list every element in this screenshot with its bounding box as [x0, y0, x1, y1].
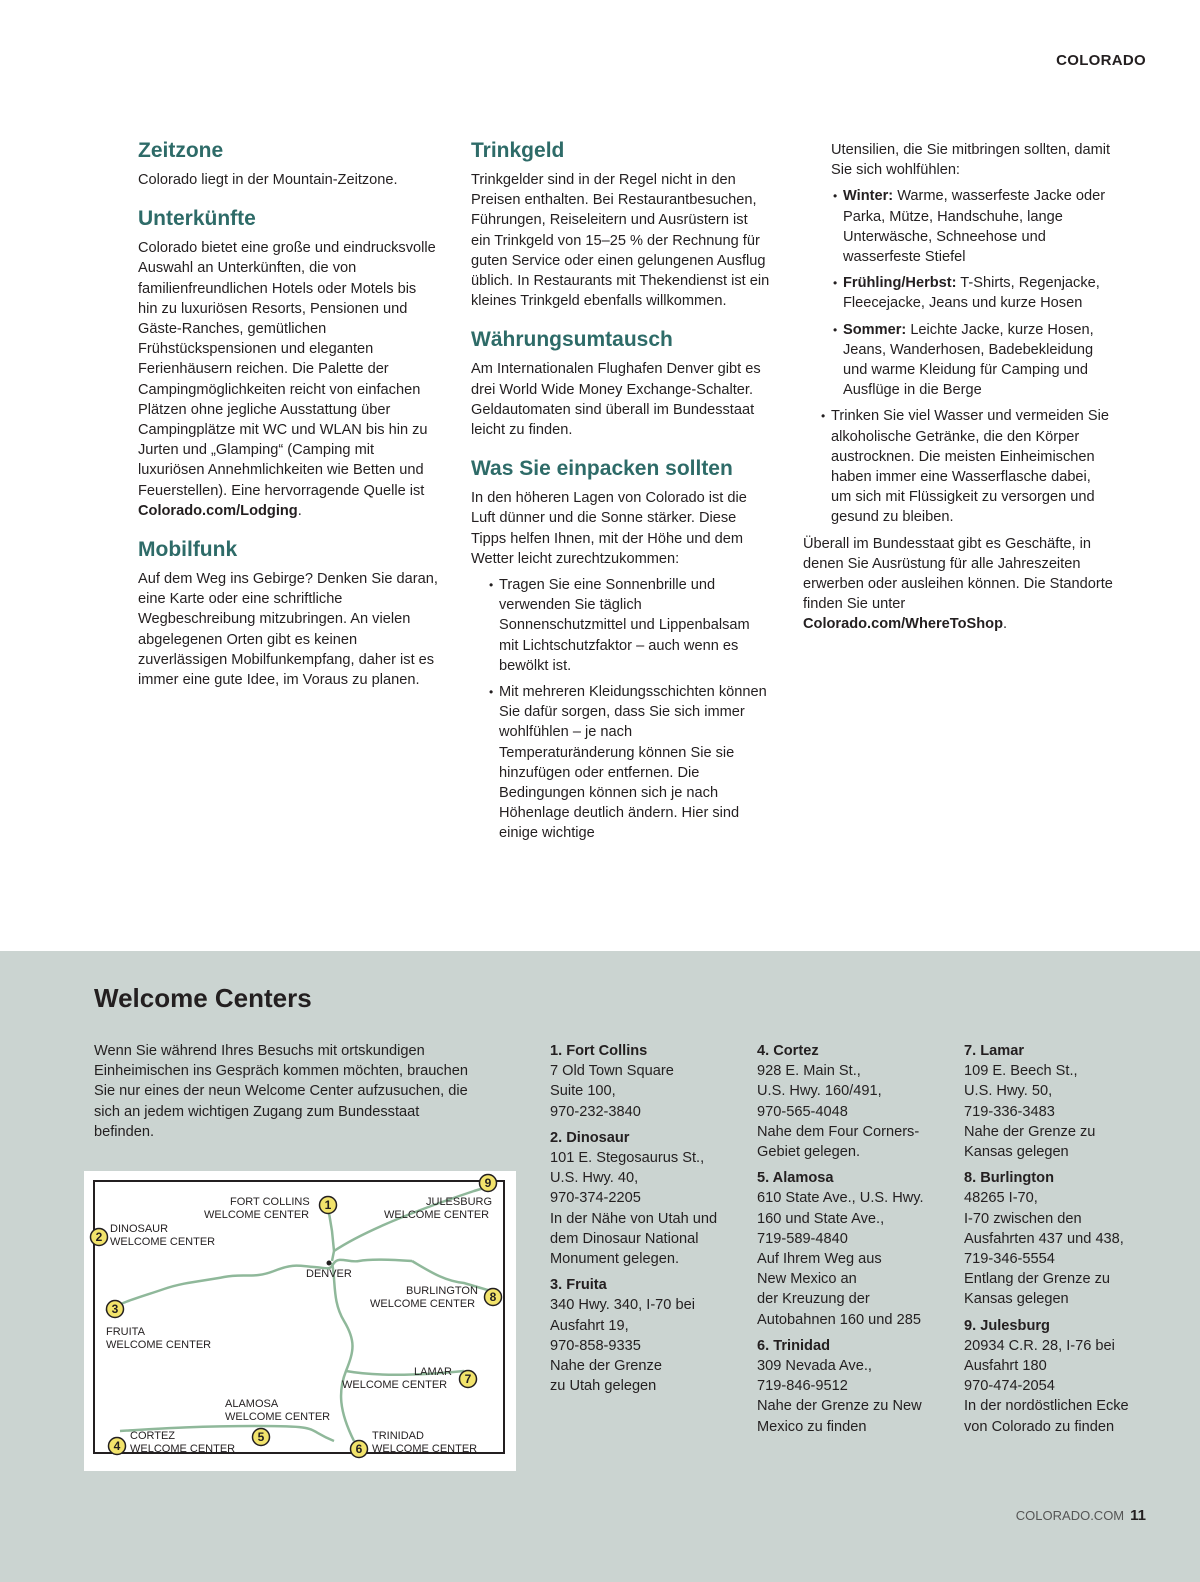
center-line: Monument gelegen.: [550, 1251, 679, 1268]
center-julesburg: [964, 1316, 1164, 1437]
center-line: I-70 zwischen den: [964, 1210, 1082, 1227]
center-line: U.S. Hwy. 40,: [550, 1170, 639, 1187]
center-line: U.S. Hwy. 160/491,: [757, 1083, 882, 1100]
marker-number: 9: [484, 1176, 492, 1190]
center-name: 4. Cortez: [757, 1043, 819, 1059]
center-line: 101 E. Stegosaurus St.,: [550, 1150, 705, 1167]
map-label: WELCOME CENTER: [372, 1443, 478, 1455]
waehrung-section: [471, 327, 771, 440]
footer-site[interactable]: COLORADO.COM: [1015, 1508, 1125, 1523]
center-line: In der Nähe von Utah und: [550, 1210, 718, 1227]
welcome-centers-map: [84, 1171, 516, 1471]
marker-number: 6: [355, 1442, 363, 1456]
map-label: TRINIDAD: [372, 1430, 424, 1442]
center-line: Nahe der Grenze: [550, 1358, 662, 1375]
center-line: Ausfahrten 437 und 438,: [964, 1230, 1124, 1247]
center-line: Auf Ihrem Weg aus: [757, 1251, 882, 1268]
map-label: JULESBURG: [426, 1196, 493, 1208]
center-line: 109 E. Beech St.,: [964, 1063, 1078, 1080]
center-phone: 970-858-9335: [550, 1337, 641, 1354]
center-name: 2. Dinosaur: [550, 1129, 630, 1146]
trinkgeld-text: Trinkgelder sind in der Regel nicht in den Preisen enthalten. Bei Restaurantbesuchen, Führungen, Reiseleitern und Ausrüstern ist ein Trinkgeld von 15–25 % der Rechnung für guten Service oder einen gelungenen Ausflug üblich. In Restaurants mit Thekendienst ist ein kleines Trinkgeld ebenfalls willkommen.: [471, 172, 770, 310]
center-name: 3. Fruita: [550, 1277, 607, 1294]
list-item: • Mit mehreren Kleidungsschichten können Sie dafür sorgen, dass Sie sich immer wohlfühlen – je nach Temperaturänderung können Sie sie hinzufügen oder entfernen. Die Bedingungen können sich je nach Höhenlage deutlich ändern. Hier sind einige wichtige: [489, 682, 771, 844]
map-svg: [84, 1171, 516, 1471]
shop-body: Überall im Bundesstaat gibt es Geschäfte, in denen Sie Ausrüstung für alle Jahreszeiten erwerben oder ausleihen können. Die Standorte finden Sie unter: [803, 535, 1113, 613]
map-label: WELCOME CENTER: [370, 1298, 476, 1310]
center-phone: 719-346-5554: [964, 1251, 1055, 1268]
unterkuenfte-text: [138, 238, 438, 521]
welcome-centers-panel: [0, 951, 1200, 1582]
center-name: 9. Julesburg: [964, 1317, 1050, 1334]
season-text: Warme, wasserfeste Jacke oder Parka, Mütze, Handschuhe, lange Unterwäsche, Schneehose und wasserfeste Stiefel: [843, 188, 1106, 266]
center-line: Suite 100,: [550, 1083, 616, 1100]
center-line: U.S. Hwy. 50,: [964, 1083, 1053, 1100]
center-line: 160 und State Ave.,: [757, 1210, 885, 1227]
center-dinosaur: [550, 1128, 750, 1269]
map-label: FORT COLLINS: [230, 1196, 310, 1208]
section-label: COLORADO: [1056, 52, 1146, 69]
center-alamosa: [757, 1168, 957, 1330]
center-line: 309 Nevada Ave.,: [757, 1358, 872, 1375]
map-label: WELCOME CENTER: [342, 1379, 448, 1391]
lodging-link[interactable]: Colorado.com/Lodging: [138, 502, 298, 519]
zeitzone-text: Colorado liegt in der Mountain-Zeitzone.: [138, 172, 398, 188]
map-label: DINOSAUR: [110, 1223, 169, 1235]
shop-link[interactable]: Colorado.com/WhereToShop: [803, 616, 1003, 633]
mobilfunk-text: Auf dem Weg ins Gebirge? Denken Sie daran, eine Karte oder eine schriftliche Wegbeschreibung mitzubringen. An vielen abgelegenen Orten gibt es keinen zuverlässigen Mobilfunkempfang, daher ist es immer eine gute Idee, im Voraus zu planen.: [138, 571, 438, 689]
packen-section: [471, 456, 771, 843]
center-line: Gebiet gelegen.: [757, 1144, 861, 1161]
center-phone: 970-374-2205: [550, 1190, 641, 1207]
center-phone: 970-474-2054: [964, 1378, 1055, 1395]
center-name: 5. Alamosa: [757, 1170, 834, 1187]
marker-number: 3: [111, 1302, 119, 1316]
center-line: 20934 C.R. 28, I-76 bei: [964, 1337, 1115, 1354]
map-label: ALAMOSA: [225, 1398, 279, 1410]
trinkgeld-heading: Trinkgeld: [471, 139, 565, 162]
center-phone: 970-565-4048: [757, 1103, 848, 1120]
map-label: CORTEZ: [130, 1430, 176, 1442]
shop-end: .: [1003, 616, 1008, 633]
center-line: der Kreuzung der: [757, 1291, 870, 1308]
center-line: Kansas gelegen: [964, 1291, 1069, 1308]
map-label: WELCOME CENTER: [384, 1209, 490, 1221]
marker-number: 2: [95, 1230, 103, 1244]
marker-number: 8: [489, 1290, 497, 1304]
utensilien-lead: Utensilien, die Sie mitbringen sollten, damit Sie sich wohlfühlen:: [831, 142, 1111, 179]
center-line: 610 State Ave., U.S. Hwy.: [757, 1190, 924, 1207]
marker-number: 7: [464, 1372, 472, 1386]
map-label: WELCOME CENTER: [225, 1411, 331, 1423]
center-line: dem Dinosaur National: [550, 1230, 699, 1247]
welcome-centers-column-2: [757, 1041, 957, 1443]
season-label: Frühling/Herbst:: [843, 275, 957, 292]
center-line: Nahe der Grenze zu: [964, 1123, 1096, 1140]
welcome-centers-column-1: [550, 1041, 750, 1402]
mobilfunk-section: [138, 537, 438, 690]
center-lamar: [964, 1041, 1164, 1162]
center-name: 1. Fort Collins: [550, 1043, 648, 1059]
denver-dot: [327, 1261, 332, 1266]
map-label: LAMAR: [414, 1366, 452, 1378]
column-1: [138, 138, 438, 706]
center-phone: 970-232-3840: [550, 1103, 641, 1120]
center-line: 48265 I-70,: [964, 1190, 1038, 1207]
zeitzone-section: [138, 138, 438, 190]
center-name: 8. Burlington: [964, 1170, 1054, 1187]
center-line: Ausfahrt 180: [964, 1358, 1047, 1375]
column-3: [803, 140, 1113, 635]
center-line: In der nordöstlichen Ecke: [964, 1398, 1129, 1415]
center-trinidad: [757, 1336, 957, 1437]
list-item: [833, 186, 1113, 267]
center-line: 340 Hwy. 340, I-70 bei: [550, 1297, 695, 1314]
list-item: [833, 273, 1113, 313]
season-list: [833, 186, 1113, 400]
unterkuenfte-section: [138, 206, 438, 521]
map-label: BURLINGTON: [406, 1285, 478, 1297]
center-line: New Mexico an: [757, 1271, 857, 1288]
center-phone: 719-336-3483: [964, 1103, 1055, 1120]
map-label: WELCOME CENTER: [204, 1209, 310, 1221]
marker-number: 4: [113, 1439, 121, 1453]
center-line: 7 Old Town Square: [550, 1063, 674, 1080]
center-name: 6. Trinidad: [757, 1337, 830, 1354]
season-label: Winter:: [843, 188, 894, 205]
marker-number: 1: [324, 1198, 332, 1212]
trinkgeld-section: [471, 138, 771, 311]
list-item: • Tragen Sie eine Sonnenbrille und verwenden Sie täglich Sonnenschutzmittel und Lippenbalsam mit Lichtschutzfaktor – auch wenn es bewölkt ist.: [489, 575, 771, 676]
packen-text: In den höheren Lagen von Colorado ist die Luft dünner und die Sonne stärker. Diese Tipps helfen Ihnen, mit der Höhe und dem Wetter leicht zurechtzukommen:: [471, 490, 747, 567]
season-text: T-Shirts, Regenjacke, Fleecejacke, Jeans und kurze Hosen: [843, 275, 1100, 312]
center-line: Nahe der Grenze zu New: [757, 1398, 922, 1415]
waehrung-text: Am Internationalen Flughafen Denver gibt es drei World Wide Money Exchange-Schalter. Geldautomaten sind überall im Bundesstaat leicht zu finden.: [471, 361, 761, 439]
center-line: von Colorado zu finden: [964, 1418, 1115, 1435]
list-item: • Trinken Sie viel Wasser und vermeiden Sie alkoholische Getränke, die den Körper austrocknen. Die meisten Einheimischen haben immer eine Wasserflasche dabei, um sich mit Flüssigkeit zu versorgen und gesund zu bleiben.: [821, 406, 1113, 527]
shop-text: [803, 534, 1113, 635]
season-label: Sommer:: [843, 321, 907, 338]
center-line: zu Utah gelegen: [550, 1378, 657, 1395]
waehrung-heading: Währungsumtausch: [471, 328, 673, 352]
center-cortez: [757, 1041, 957, 1162]
map-label: WELCOME CENTER: [106, 1339, 212, 1351]
denver-label: DENVER: [306, 1268, 352, 1280]
season-text: Leichte Jacke, kurze Hosen, Jeans, Wanderhosen, Badebekleidung und warme Kleidung für Camping und Ausflüge in die Berge: [843, 321, 1094, 399]
center-phone: 719-846-9512: [757, 1378, 848, 1395]
center-line: Mexico zu finden: [757, 1418, 867, 1435]
center-phone: 719-589-4840: [757, 1230, 848, 1247]
center-fort-collins: [550, 1041, 750, 1122]
welcome-centers-intro: Wenn Sie während Ihres Besuchs mit ortskundigen Einheimischen ins Gespräch kommen möchten, brauchen Sie nur eines der neun Welcome Center aufzusuchen, die sich an jedem wichtigen Zugang zum Bundesstaat befinden.: [94, 1043, 468, 1140]
map-label: WELCOME CENTER: [130, 1443, 236, 1455]
mobilfunk-heading: Mobilfunk: [138, 538, 238, 562]
page-footer: [1016, 1507, 1146, 1524]
marker-number: 5: [257, 1430, 265, 1444]
packen-heading: Was Sie einpacken sollten: [471, 457, 733, 481]
unterkuenfte-end: .: [297, 502, 302, 519]
page-number: 11: [1130, 1507, 1146, 1524]
center-line: Ausfahrt 19,: [550, 1317, 629, 1334]
center-name: 7. Lamar: [964, 1043, 1025, 1059]
welcome-centers-title: Welcome Centers: [94, 983, 312, 1013]
unterkuenfte-body: Colorado bietet eine große und eindrucksvolle Auswahl an Unterkünften, die von familienfreundlichen Hotels oder Motels bis hin zu luxuriösen Resorts, Pensionen und Gäste-Ranches, gemütlichen Frühstückspensionen und eleganten Ferienhäusern reichen. Die Palette der Campingmöglichkeiten reicht von einfachen Plätzen ohne jegliche Ausstattung über Campingplätze mit WC und WLAN bis hin zu Jurten und „Glamping“ (Camping mit luxuriösen Annehmlichkeiten wie Betten und Feuerstellen). Eine hervorragende Quelle ist: [138, 240, 436, 499]
center-line: Nahe dem Four Corners-: [757, 1123, 920, 1140]
list-item: [833, 320, 1113, 401]
map-label: WELCOME CENTER: [110, 1236, 216, 1248]
water-tip-list: [821, 406, 1113, 527]
zeitzone-heading: Zeitzone: [138, 139, 224, 162]
column-2: [471, 138, 771, 860]
packen-tips: [489, 575, 771, 844]
center-line: Autobahnen 160 und 285: [757, 1311, 921, 1328]
center-line: Kansas gelegen: [964, 1144, 1069, 1161]
center-burlington: [964, 1168, 1164, 1309]
unterkuenfte-heading: Unterkünfte: [138, 207, 256, 231]
center-line: Entlang der Grenze zu: [964, 1271, 1111, 1288]
welcome-centers-column-3: [964, 1041, 1164, 1443]
center-fruita: [550, 1275, 750, 1396]
center-line: 928 E. Main St.,: [757, 1063, 861, 1080]
map-label: FRUITA: [106, 1326, 145, 1338]
